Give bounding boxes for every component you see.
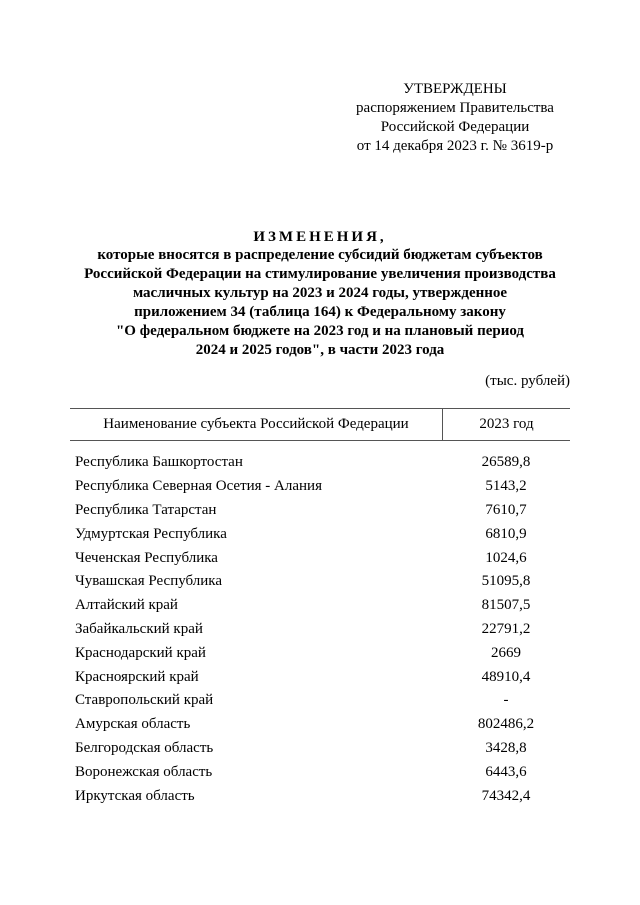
subsidy-value: 74342,4: [481, 787, 531, 804]
subsidy-value: 22791,2: [481, 620, 531, 637]
table-body: [70, 441, 570, 808]
header-region-name: Наименование субъекта Российской Федерации: [70, 409, 443, 440]
subsidy-value: 3428,8: [485, 739, 527, 756]
table-row: [70, 760, 570, 784]
table-row: [70, 499, 570, 523]
table-row: [70, 594, 570, 618]
region-name: Удмуртская Республика: [75, 525, 227, 542]
table-row: [70, 475, 570, 499]
region-name: Алтайский край: [75, 597, 178, 614]
approval-line: Российской Федерации: [380, 119, 530, 135]
subsidy-value: 81507,5: [481, 597, 531, 614]
subtitle-line: которые вносятся в распределение субсидий бюджетам субъектов: [97, 247, 543, 263]
region-name: Амурская область: [75, 716, 191, 733]
subtitle-line: приложением 34 (таблица 164) к Федеральному закону: [134, 304, 506, 320]
document-subtitle: [0, 246, 640, 360]
subsidy-value: 51095,8: [481, 573, 531, 590]
table-row: [70, 784, 570, 808]
table-row: [70, 451, 570, 475]
table-header: [70, 408, 570, 441]
subsidy-value: 6810,9: [485, 525, 527, 542]
subsidy-value: 1024,6: [485, 549, 527, 566]
units-label: (тыс. рублей): [485, 373, 570, 389]
region-name: Иркутская область: [75, 787, 195, 804]
table-row: [70, 737, 570, 761]
approval-block: [340, 80, 570, 156]
table-row: [70, 713, 570, 737]
region-name: Ставропольский край: [75, 692, 214, 709]
table-row: [70, 618, 570, 642]
table-row: [70, 641, 570, 665]
subtitle-line: Российской Федерации на стимулирование увеличения производства: [84, 266, 556, 282]
region-name: Краснодарский край: [75, 644, 206, 661]
region-name: Белгородская область: [75, 739, 214, 756]
subsidy-value: -: [503, 692, 509, 709]
approval-line: распоряжением Правительства: [356, 100, 554, 116]
subsidy-value: 26589,8: [481, 454, 531, 471]
table-row: [70, 689, 570, 713]
region-name: Забайкальский край: [75, 620, 203, 637]
subsidy-value: 7610,7: [485, 501, 527, 518]
subtitle-line: масличных культур на 2023 и 2024 годы, утвержденное: [132, 285, 508, 301]
region-name: Республика Башкортостан: [75, 454, 243, 471]
table-row: [70, 546, 570, 570]
table-row: [70, 570, 570, 594]
table-row: [70, 522, 570, 546]
region-name: Республика Северная Осетия - Алания: [75, 478, 322, 495]
subsidy-value: 5143,2: [485, 478, 527, 495]
approval-line: УТВЕРЖДЕНЫ: [403, 81, 507, 97]
header-year: 2023 год: [479, 416, 534, 432]
region-name: Чувашская Республика: [75, 573, 223, 590]
subtitle-line: 2024 и 2025 годов", в части 2023 года: [195, 342, 445, 358]
table-row: [70, 665, 570, 689]
subtitle-line: "О федеральном бюджете на 2023 год и на плановый период: [115, 323, 525, 339]
subsidy-value: 6443,6: [485, 763, 527, 780]
document-title: ИЗМЕНЕНИЯ,: [253, 229, 387, 245]
approval-line: от 14 декабря 2023 г. № 3619-р: [356, 138, 554, 154]
subsidy-table: [70, 408, 570, 808]
region-name: Республика Татарстан: [75, 501, 217, 518]
region-name: Воронежская область: [75, 763, 213, 780]
subsidy-value: 48910,4: [481, 668, 531, 685]
region-name: Красноярский край: [75, 668, 199, 685]
region-name: Чеченская Республика: [75, 549, 218, 566]
subsidy-value: 2669: [491, 644, 521, 661]
subsidy-value: 802486,2: [477, 716, 535, 733]
